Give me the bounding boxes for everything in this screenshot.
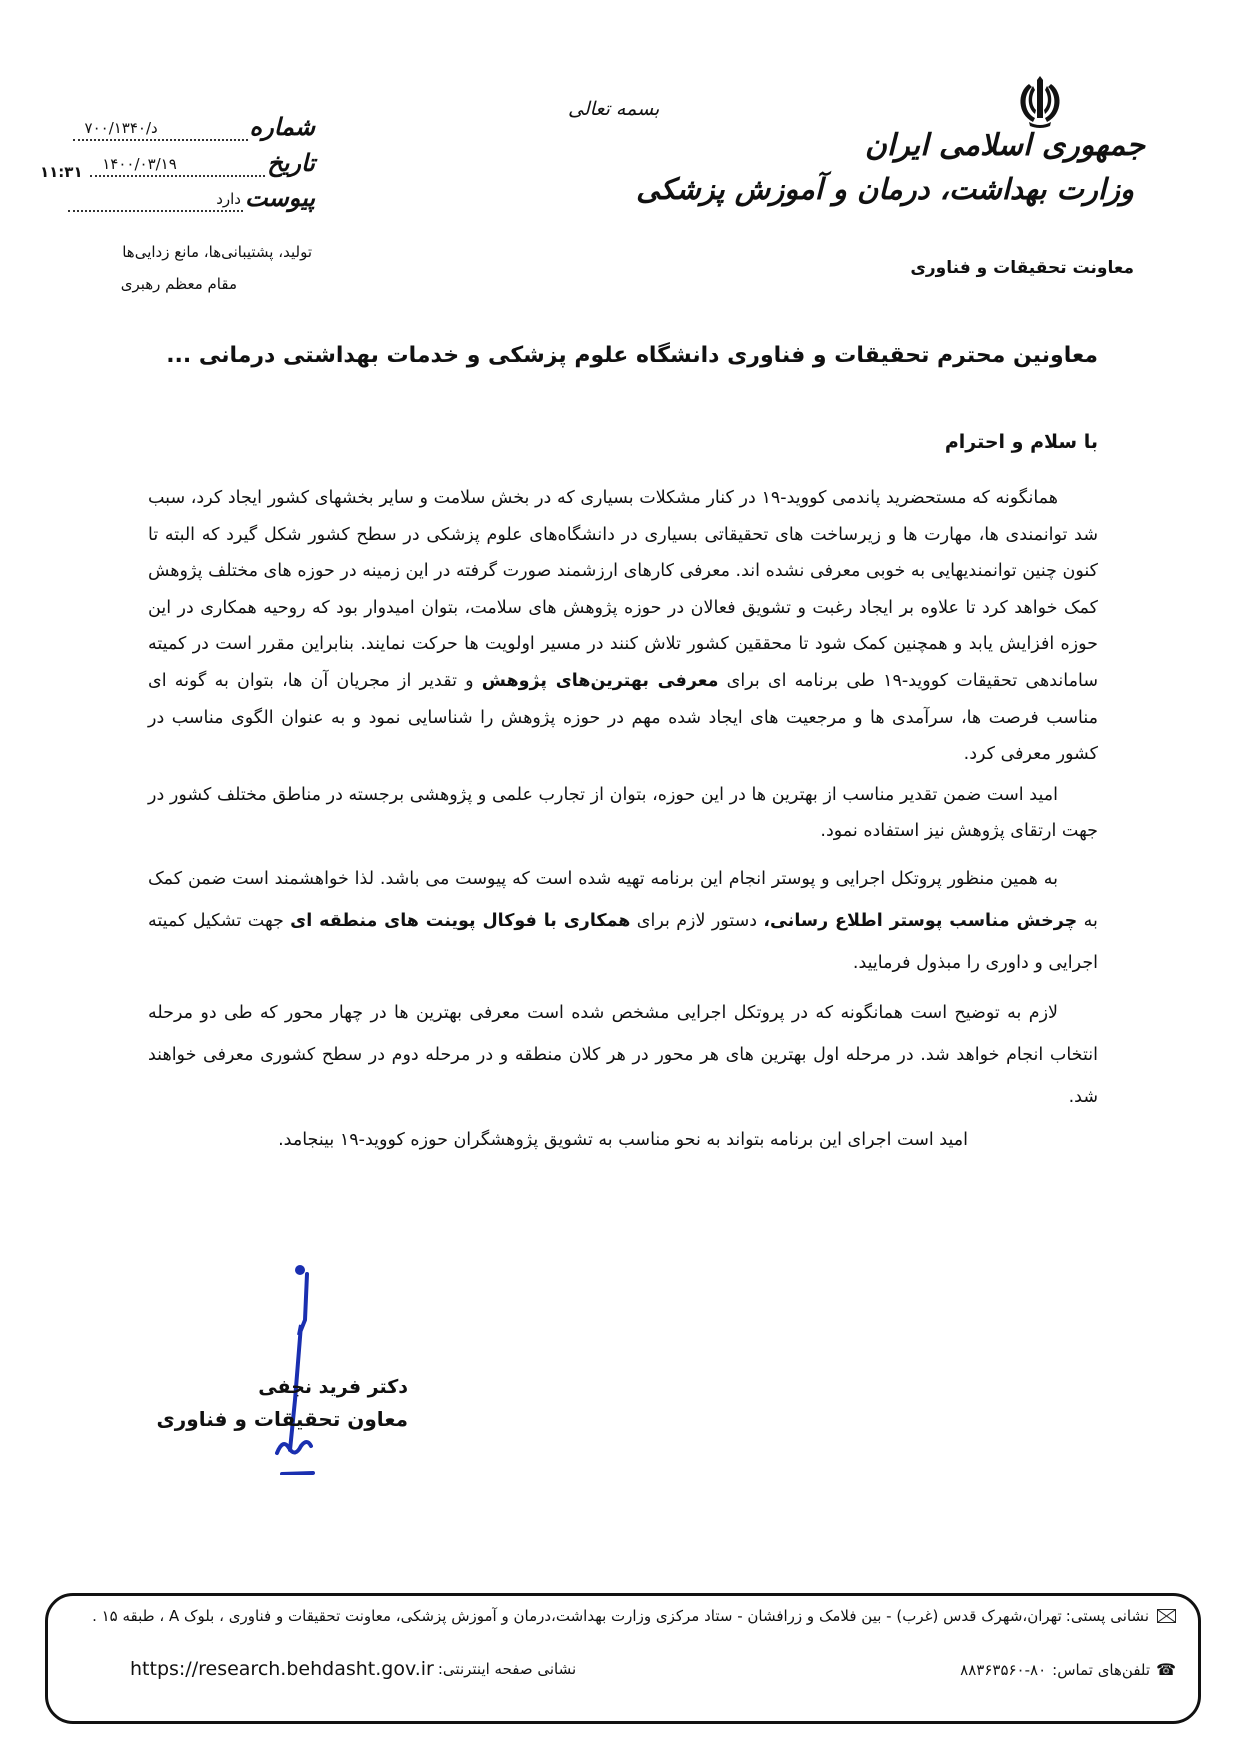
postal-address [92,1607,1176,1625]
slogan-attribution: مقام معظم رهبری [120,275,237,293]
date-value: ۱۴۰۰/۰۳/۱۹ [102,155,177,173]
slogan-line: تولید، پشتیبانی‌ها، مانع زدایی‌ها [122,243,312,261]
web-label: نشانی صفحه اینترنتی: [437,1660,577,1678]
paragraph: همانگونه که مستحضرید پاندمی کووید-۱۹ در کنار مشکلات بسیاری که در بخش سلامت و سایر بخشهای کشور ایجاد کرد، سبب شد توانمندی ها، مهارت ها و زیرساخت های تحقیقاتی بسیاری در دانشگاه‌های علوم پزشکی در سطح کشور شکل گیرد که البته تا کنون چنین توانمندیهایی به خوبی معرفی نشده اند. معرفی کارهای ارزشمند صورت گرفته در این زمینه در حوزه های مختلف پژوهش کمک خواهد کرد تا علاوه بر ایجاد رغبت و تشویق فعالان در حوزه پژوهش های سلامت، بتوان امیدوار بود که روحیه همکاری در این حوزه افزایش یابد و همچنین کمک شود تا محققین کشور تلاش کنند در مسیر اولویت ها حرکت نمایند. بنابراین مقرر است در کمیته ساماندهی تحقیقات کووید-۱۹ طی برنامه ای برای معرفی بهترین‌های پژوهش و تقدیر از مجریان آن ها، بتوان به گونه ای مناسب فرصت ها، سرآمدی ها و مرجعیت های ایجاد شده مهم در حوزه پژوهش را شناسایی نمود و به عنوان الگوی مناسب در کشور معرفی کرد. [148,488,1098,765]
paragraph: به همین منظور پروتکل اجرایی و پوستر انجام این برنامه تهیه شده است که پیوست می باشد. لذا خواهشمند است ضمن کمک به چرخش مناسب پوستر اطلاع رسانی، دستور لازم برای همکاری با فوکال پوینت های منطقه ای جهت تشکیل کمیته اجرایی و داوری را مبذول فرمایید. [148,868,1098,973]
signer-title: معاون تحقیقات و فناوری [156,1407,408,1431]
website-link[interactable]: https://research.behdasht.gov.ir [130,1658,434,1680]
number-label: شماره [249,112,315,141]
date-label: تاریخ [267,148,315,177]
basmala: بسمه تعالی [568,98,660,120]
paragraph: امید است ضمن تقدیر مناسب از بهترین ها در این حوزه، بتوان از تجارب علمی و پژوهشی برجسته در مناطق مختلف کشور در جهت ارتقای پژوهش نیز استفاده نمود. [148,784,1098,842]
handwritten-signature [255,1260,325,1475]
address-label: نشانی پستی: [1065,1607,1149,1625]
telephone-icon: ☎ [1156,1660,1176,1679]
greeting: با سلام و احترام [944,431,1098,453]
attachment-label: پیوست [245,183,315,212]
letter-attachment [68,183,315,212]
phone-info [960,1660,1176,1679]
republic-title: جمهوری اسلامی ایران [864,128,1145,163]
letter-date [90,148,315,177]
phone-number: ۸۸۳۶۳۵۶۰-۸۰ [960,1660,1047,1679]
website-info [130,1658,576,1680]
ministry-title: وزارت بهداشت، درمان و آموزش پزشکی [636,172,1134,206]
time-stamp: ۱۱:۳۱ [40,163,83,181]
phone-label: تلفن‌های تماس: [1052,1660,1151,1679]
letter-number [73,112,315,141]
deputy-title: معاونت تحقیقات و فناوری [910,258,1134,278]
attachment-value: دارد [216,190,241,208]
address-text: تهران،شهرک قدس (غرب) - بین فلامک و زرافشان - ستاد مرکزی وزارت بهداشت،درمان و آموزش پزشکی، معاونت تحقیقات و فناوری ، بلوک A ، طبقه ۱۵ . [92,1607,1062,1625]
envelope-icon [1157,1609,1176,1623]
number-value: د/۷۰۰/۱۳۴۰ [84,119,158,137]
paragraph: لازم به توضیح است همانگونه که در پروتکل اجرایی مشخص شده است معرفی بهترین ها در چهار محور که طی دو مرحله انتخاب انجام خواهد شد. در مرحله اول بهترین های هر محور در هر کلان منطقه و در مرحله دوم در سطح کشوری معرفی خواهند شد. [148,1002,1098,1107]
signer-name: دکتر فرید نجفی [258,1376,408,1398]
iran-emblem-icon [1015,72,1065,130]
paragraph: امید است اجرای این برنامه بتواند به نحو مناسب به تشویق پژوهشگران حوزه کووید-۱۹ بینجامد. [278,1129,968,1150]
letter-body [148,480,1098,1159]
addressee: معاونین محترم تحقیقات و فناوری دانشگاه علوم پزشکی و خدمات بهداشتی درمانی ... [166,343,1098,368]
